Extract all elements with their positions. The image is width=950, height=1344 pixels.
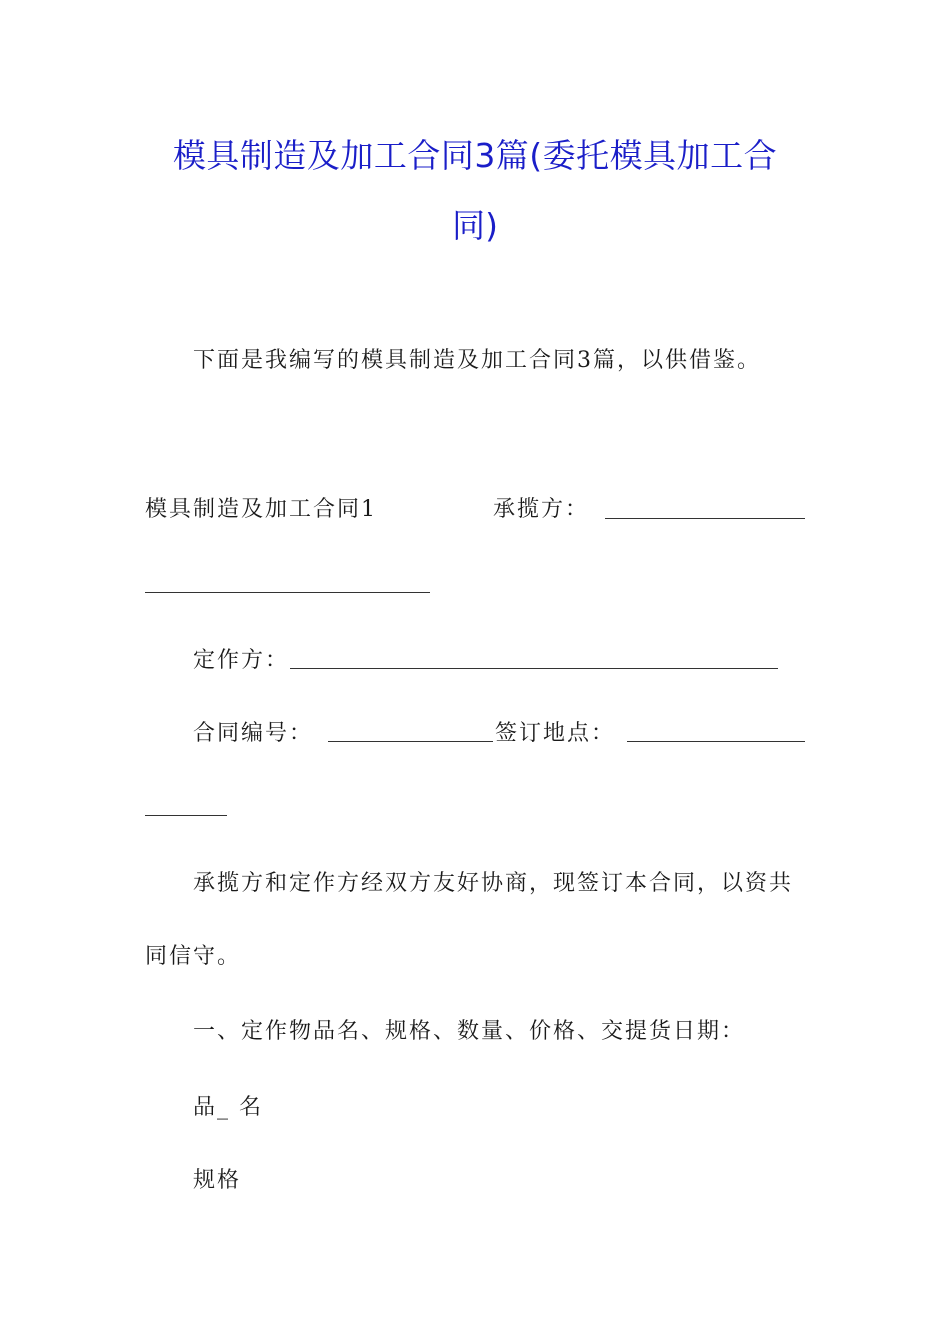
document-title-line-1: 模具制造及加工合同3篇(委托模具加工合 — [172, 136, 778, 175]
contractor-label: 承揽方： — [493, 497, 590, 522]
sign-place-blank-continued — [145, 815, 227, 816]
contractor-blank — [605, 518, 805, 519]
item-name-label: 品_ 名 — [193, 1095, 263, 1120]
preamble-line-2: 同信守。 — [145, 944, 242, 969]
contract-number-blank — [328, 741, 493, 742]
document-title-line-2: 同) — [452, 206, 498, 245]
sign-place-label: 签订地点： — [495, 721, 616, 746]
preamble-line-1: 承揽方和定作方经双方友好协商，现签订本合同，以资共 — [193, 871, 794, 896]
contractor-blank-continued — [145, 592, 430, 593]
intro-paragraph: 下面是我编写的模具制造及加工合同3篇，以供借鉴。 — [193, 348, 761, 373]
client-blank — [290, 668, 778, 669]
contract-heading: 模具制造及加工合同1 — [145, 497, 377, 522]
sign-place-blank — [627, 741, 805, 742]
spec-label: 规格 — [193, 1168, 242, 1193]
client-label: 定作方： — [193, 648, 290, 673]
section-1-heading: 一、定作物品名、规格、数量、价格、交提货日期： — [193, 1019, 746, 1044]
contract-number-label: 合同编号： — [193, 721, 314, 746]
